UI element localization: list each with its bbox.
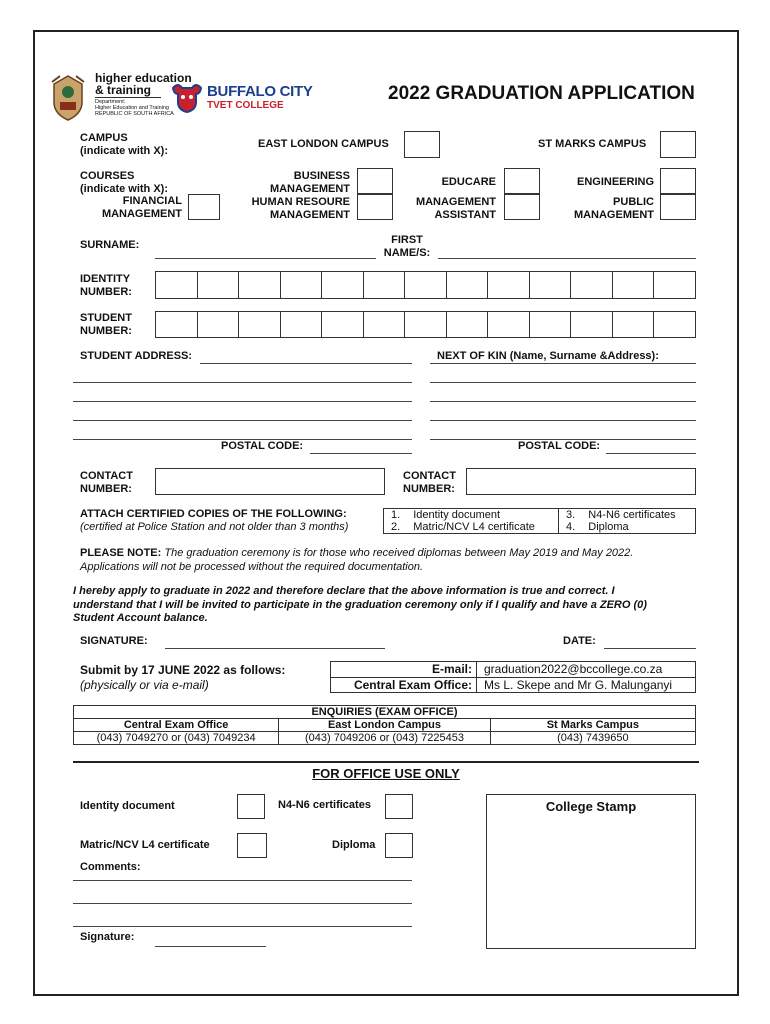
business-management-label <box>230 170 350 196</box>
buffalo-logo-icon <box>170 80 204 114</box>
financial-line1: FINANCIAL <box>122 195 182 207</box>
hr-line2: MANAGEMENT <box>269 209 350 221</box>
courses-label <box>80 170 168 196</box>
engineering-label: ENGINEERING <box>576 176 654 188</box>
management-assistant-checkbox[interactable] <box>504 194 540 220</box>
postal-code-label: POSTAL CODE: <box>221 440 304 452</box>
office-n4n6-checkbox[interactable] <box>385 794 413 819</box>
dept-line1: higher education <box>95 71 192 85</box>
surname-label: SURNAME: <box>80 239 140 251</box>
office-identity-checkbox[interactable] <box>237 794 265 819</box>
hr-management-label <box>230 196 350 222</box>
kin-contact-number-field[interactable] <box>466 468 696 495</box>
enquiries-col3-head: St Marks Campus <box>490 719 695 732</box>
enquiries-col2-head: East London Campus <box>279 719 490 732</box>
please-note-text2: Applications will not be processed without the required documentation. <box>80 561 424 573</box>
st-marks-campus-checkbox[interactable] <box>660 131 696 158</box>
financial-management-label <box>80 195 182 221</box>
signature-label: SIGNATURE: <box>80 635 148 647</box>
kin-contact-number-label <box>403 470 456 496</box>
st-marks-campus-label: ST MARKS CAMPUS <box>538 138 647 150</box>
college-name1: BUFFALO CITY <box>207 83 313 100</box>
student-number-grid[interactable] <box>155 311 696 338</box>
student-address-line-3[interactable] <box>73 420 412 421</box>
financial-line2: MANAGEMENT <box>101 208 182 220</box>
business-management-checkbox[interactable] <box>357 168 393 194</box>
page-title: 2022 GRADUATION APPLICATION <box>388 83 695 104</box>
attach-item-4-text: Diploma <box>588 521 629 533</box>
office-n4n6-label: N4-N6 certificates <box>278 799 371 811</box>
department-details <box>95 99 174 117</box>
mgmt-asst-line2: ASSISTANT <box>434 209 496 221</box>
kin-postal-code-label: POSTAL CODE: <box>518 440 601 452</box>
surname-field[interactable] <box>155 258 376 259</box>
next-of-kin-line-0[interactable] <box>430 363 696 364</box>
student-address-line-1[interactable] <box>73 382 412 383</box>
dept-small2: Higher Education and Training <box>95 105 169 111</box>
public-line1: PUBLIC <box>613 196 654 208</box>
office-comments-line-2[interactable] <box>73 926 412 927</box>
identity-number-label <box>80 273 132 299</box>
kin-postal-code-field[interactable] <box>606 453 696 454</box>
east-london-campus-checkbox[interactable] <box>404 131 440 158</box>
financial-management-checkbox[interactable] <box>188 194 220 220</box>
enquiries-col2-value: (043) 7049206 or (043) 7225453 <box>279 732 490 745</box>
identity-line2: NUMBER: <box>80 286 132 298</box>
student-number-label <box>80 312 132 338</box>
courses-label1: COURSES <box>80 170 135 182</box>
public-management-checkbox[interactable] <box>660 194 696 220</box>
declaration-line3: Student Account balance. <box>73 612 208 624</box>
postal-code-field[interactable] <box>310 453 412 454</box>
office-comments-line-1[interactable] <box>73 903 412 904</box>
email-label: E-mail: <box>431 662 472 676</box>
campus-label <box>80 132 168 158</box>
please-note-label: PLEASE NOTE: <box>80 547 162 559</box>
college-stamp-label: College Stamp <box>545 799 637 814</box>
email-value[interactable]: graduation2022@bccollege.co.za <box>484 662 663 676</box>
educare-checkbox[interactable] <box>504 168 540 194</box>
contact-number-field[interactable] <box>155 468 385 495</box>
attach-item-1-number: 1. <box>391 509 401 521</box>
central-exam-office-label: Central Exam Office: <box>353 678 472 692</box>
identity-number-grid[interactable] <box>155 271 696 299</box>
attach-item-2 <box>391 521 535 533</box>
student-address-label: STUDENT ADDRESS: <box>80 350 193 362</box>
enquiries-col1-head: Central Exam Office <box>74 719 279 732</box>
office-signature-field[interactable] <box>155 946 266 947</box>
public-management-label <box>550 196 654 222</box>
submit-instructions <box>80 663 285 693</box>
business-line2: MANAGEMENT <box>269 183 350 195</box>
first-name-line2: NAME/S: <box>383 247 431 259</box>
declaration <box>73 585 733 626</box>
contact-line2: NUMBER: <box>80 483 132 495</box>
date-label: DATE: <box>563 635 596 647</box>
attach-item-3 <box>566 509 676 521</box>
please-note-text1: The graduation ceremony is for those who received diplomas between May 2019 and May 2022. <box>161 547 634 559</box>
kin-contact-line2: NUMBER: <box>403 483 455 495</box>
attach-heading: ATTACH CERTIFIED COPIES OF THE FOLLOWING: <box>80 508 347 520</box>
office-use-heading: FOR OFFICE USE ONLY <box>312 766 460 781</box>
contact-line1: CONTACT <box>80 470 133 482</box>
first-name-field[interactable] <box>438 258 696 259</box>
next-of-kin-line-3[interactable] <box>430 420 696 421</box>
next-of-kin-label: NEXT OF KIN (Name, Surname &Address): <box>437 350 659 362</box>
submit-line2: (physically or via e-mail) <box>80 678 209 692</box>
attach-item-1-text: Identity document <box>413 509 501 521</box>
office-matric-checkbox[interactable] <box>237 833 267 858</box>
attach-item-1 <box>391 509 500 521</box>
mgmt-asst-line1: MANAGEMENT <box>415 196 496 208</box>
office-identity-label: Identity document <box>80 800 175 812</box>
college-stamp-box <box>486 794 696 949</box>
engineering-checkbox[interactable] <box>660 168 696 194</box>
attach-item-2-number: 2. <box>391 521 401 533</box>
first-name-line1: FIRST <box>391 234 423 246</box>
student-line2: NUMBER: <box>80 325 132 337</box>
contact-number-label <box>80 470 133 496</box>
dept-line2: & training <box>95 83 151 97</box>
coat-of-arms-logo <box>48 72 88 122</box>
attach-item-4 <box>566 521 629 533</box>
first-name-label <box>380 234 434 260</box>
date-field[interactable] <box>604 648 696 649</box>
attach-item-3-text: N4-N6 certificates <box>588 509 676 521</box>
educare-label: EDUCARE <box>441 176 496 188</box>
east-london-campus-label: EAST LONDON CAMPUS <box>258 138 389 150</box>
central-exam-office-value: Ms L. Skepe and Mr G. Malunganyi <box>484 678 673 692</box>
attach-list-divider <box>558 508 559 534</box>
campus-label1: CAMPUS <box>80 132 128 144</box>
enquiries-col3-value: (043) 7439650 <box>490 732 695 745</box>
college-name2: TVET COLLEGE <box>207 100 284 111</box>
campus-label2: (indicate with X): <box>80 145 168 157</box>
please-note <box>80 546 633 574</box>
office-diploma-checkbox[interactable] <box>385 833 413 858</box>
attach-subtext: (certified at Police Station and not older than 3 months) <box>80 521 349 533</box>
office-comments-line-0[interactable] <box>73 880 412 881</box>
office-matric-label: Matric/NCV L4 certificate <box>80 839 210 851</box>
identity-line1: IDENTITY <box>80 273 131 285</box>
enquiries-table <box>73 705 696 745</box>
declaration-line1: I hereby apply to graduate in 2022 and therefore declare that the above information is true and correct. I <box>73 585 615 597</box>
next-of-kin-line-1[interactable] <box>430 382 696 383</box>
hr-management-checkbox[interactable] <box>357 194 393 220</box>
enquiries-col1-value: (043) 7049270 or (043) 7049234 <box>74 732 279 745</box>
office-comments-label: Comments: <box>80 861 141 873</box>
dept-divider <box>95 97 161 98</box>
office-use-divider <box>73 761 699 763</box>
dept-small1: Department: <box>95 99 126 105</box>
student-line1: STUDENT <box>80 312 132 324</box>
office-diploma-label: Diploma <box>332 839 376 851</box>
attach-item-3-number: 3. <box>566 509 576 521</box>
dept-small3: REPUBLIC OF SOUTH AFRICA <box>95 111 174 117</box>
next-of-kin-line-2[interactable] <box>430 401 696 402</box>
declaration-line2: understand that I will be invited to participate in the graduation ceremony only if I qualify and have a ZERO (0) <box>73 598 647 611</box>
public-line2: MANAGEMENT <box>573 209 654 221</box>
management-assistant-label <box>400 196 496 222</box>
courses-label2: (indicate with X): <box>80 183 168 195</box>
kin-contact-line1: CONTACT <box>403 470 456 482</box>
hr-line1: HUMAN RESOURE <box>251 196 350 208</box>
enquiries-heading: ENQUIRIES (EXAM OFFICE) <box>74 706 696 719</box>
submit-line1: Submit by 17 JUNE 2022 as follows: <box>80 663 286 677</box>
business-line1: BUSINESS <box>293 170 350 182</box>
attach-item-2-text: Matric/NCV L4 certificate <box>413 521 535 533</box>
attach-item-4-number: 4. <box>566 521 576 533</box>
student-address-line-0[interactable] <box>200 363 412 364</box>
college-name <box>207 84 313 111</box>
office-signature-label: Signature: <box>80 931 135 943</box>
signature-field[interactable] <box>165 648 385 649</box>
student-address-line-2[interactable] <box>73 401 412 402</box>
